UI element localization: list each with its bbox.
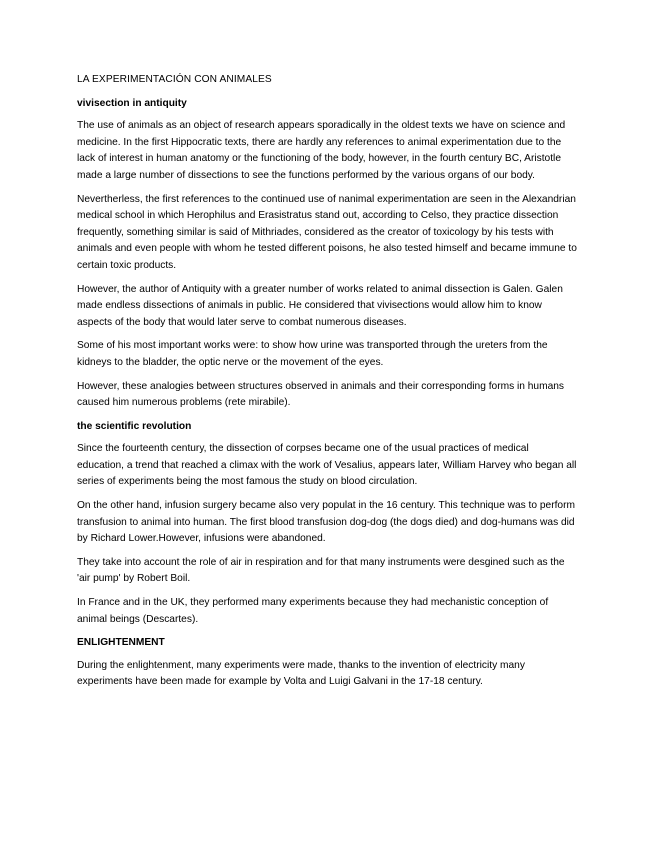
section-heading-enlightenment: ENLIGHTENMENT [77,637,165,649]
paragraph: On the other hand, infusion surgery became also very populat in the 16 century. This technique was to perform transfusion to animal into human. The first blood transfusion dog-dog (the dogs died) and dog-humans was did by Richard Lower.However, infusions were abandoned. [77,500,575,545]
paragraph: Some of his most important works were: to show how urine was transported through the ureters from the kidneys to the bladder, the optic nerve or the movement of the eyes. [77,340,548,368]
paragraph: The use of animals as an object of research appears sporadically in the oldest texts we have on science and medicine. In the first Hippocratic texts, there are hardly any references to animal experimentation due to the lack of interest in human anatomy or the functioning of the body, however, in the fourth century BC, Aristotle made a large number of dissections to see the functions performed by the various organs of our body. [77,120,566,181]
paragraph: During the enlightenment, many experiments were made, thanks to the invention of electricity many experiments have been made for example by Volta and Luigi Galvani in the 17-18 century. [77,659,525,688]
paragraph: Since the fourteenth century, the dissection of corpses became one of the usual practices of medical education, a trend that reached a climax with the work of Vesalius, appears later, William Harvey who began all series of experiments being the most famous the study on blood circulation. [77,443,577,488]
paragraph: However, these analogies between structures observed in animals and their corresponding forms in humans caused him numerous problems (rete mirabile). [77,380,564,409]
section-heading-antiquity: vivisection in antiquity [77,97,187,109]
document-title: LA EXPERIMENTACIÓN CON ANIMALES [77,74,272,85]
paragraph: However, the author of Antiquity with a greater number of works related to animal dissection is Galen. Galen made endless dissections of animals in public. He considered that vivisections would allow him to know aspects of the body that would later serve to combat numerous diseases. [77,283,563,328]
document-page [77,72,577,698]
paragraph: In France and in the UK, they performed many experiments because they had mechanistic conception of animal beings (Descartes). [77,597,549,625]
section-heading-scientific-revolution: the scientific revolution [77,420,192,432]
paragraph: They take into account the role of air in respiration and for that many instruments were desgined such as the 'air pump' by Robert Boil. [77,556,565,585]
paragraph: Nevertherless, the first references to the continued use of nanimal experimentation are seen in the Alexandrian medical school in which Herophilus and Erasistratus stand out, according to Celso, they practice dissection frequently, something similar is said of Mithriades, considered as the creator of toxicology by his tests with animals and even people with whom he tested different poisons, he also tested himself and became immune to certain toxic products. [77,193,577,271]
